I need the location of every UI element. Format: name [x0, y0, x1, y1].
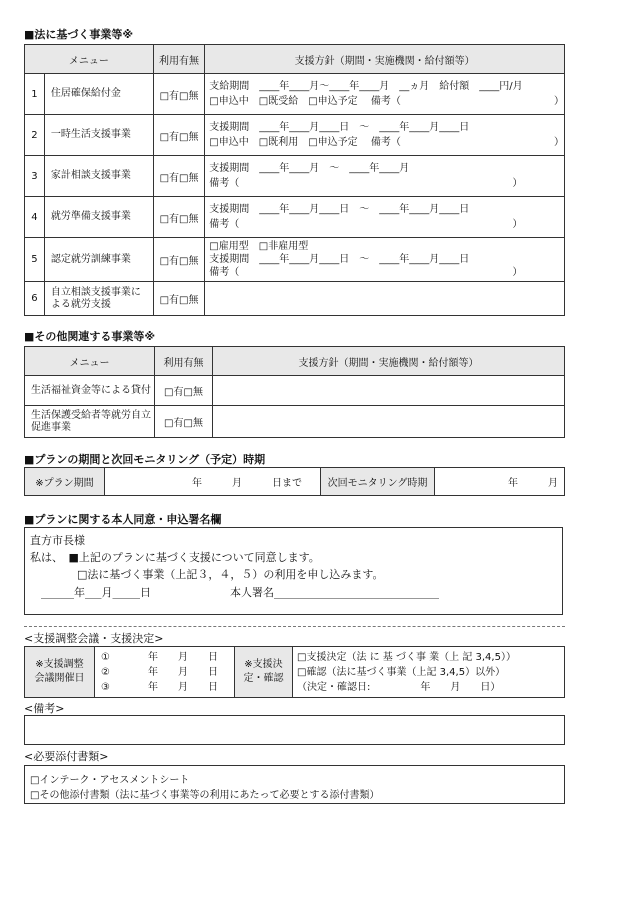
- use-checkbox[interactable]: □有□無: [153, 197, 205, 238]
- menu-name: 一時生活支援事業: [44, 115, 153, 156]
- policy-cell: [205, 115, 565, 156]
- attachments-box: [24, 765, 565, 804]
- consent-box: [24, 527, 563, 615]
- section4-title: ■プランに関する本人同意・申込署名欄: [24, 513, 222, 526]
- policy-cell: [205, 197, 565, 238]
- use-checkbox[interactable]: □有□無: [153, 282, 205, 316]
- table-header-row: [25, 45, 565, 74]
- section2-title: ■その他関連する事業等※: [24, 330, 156, 343]
- use-checkbox[interactable]: □有□無: [153, 156, 205, 197]
- meeting-date: 年 月 日: [147, 681, 218, 693]
- table-row: [25, 74, 565, 115]
- table-row: [25, 197, 565, 238]
- policy-line[interactable]: 支給期間 ____年____月～____年____月 __ヵ月 給付額 ____円/月: [209, 81, 523, 92]
- table-row: [25, 115, 565, 156]
- consent-date[interactable]: ______年___月_____日: [41, 586, 151, 599]
- plan-period-label: ※プラン期間: [25, 468, 105, 496]
- section3-title: ■プランの期間と次回モニタリング（予定）時期: [24, 453, 266, 466]
- row-number: 4: [25, 197, 45, 238]
- policy-line[interactable]: 備考（ ）: [209, 219, 523, 230]
- table-row: [25, 406, 565, 438]
- policy-line[interactable]: 支援期間 ____年____月____日 ～ ____年____月____日: [209, 122, 470, 133]
- section5-title: <支援調整会議・支援決定>: [24, 632, 164, 645]
- policy-cell: [205, 74, 565, 115]
- menu-name: 家計相談支援事業: [44, 156, 153, 197]
- application-line[interactable]: □法に基づく事業（上記３，４，５）の利用を申し込みます。: [77, 568, 384, 581]
- section1-title: ■法に基づく事業等※: [24, 28, 134, 41]
- decision-date[interactable]: （決定・確認日: 年 月 日）: [297, 681, 501, 693]
- policy-line[interactable]: 備考（ ）: [209, 178, 523, 189]
- menu-name: 生活福祉資金等による貸付: [25, 376, 155, 406]
- meeting-date: 年 月 日: [147, 651, 218, 663]
- header-policy: 支援方針（期間・実施機関・給付額等）: [205, 45, 565, 74]
- attachment-item[interactable]: □インテーク・アセスメントシート: [30, 775, 190, 786]
- policy-line[interactable]: 備考（ ）: [209, 267, 523, 278]
- header-use: 利用有無: [153, 45, 205, 74]
- decision-option[interactable]: □確認（法に基づく事業（上記 3,4,5）以外）: [297, 666, 506, 678]
- legal-services-table: [24, 44, 565, 316]
- policy-line[interactable]: 支援期間 ____年____月____日 ～ ____年____月____日: [209, 204, 470, 215]
- plan-period-table: [24, 467, 565, 496]
- policy-line[interactable]: 支援期間 ____年____月____日 ～ ____年____月____日: [209, 254, 470, 265]
- meeting-num: ②: [101, 666, 110, 678]
- attachment-item[interactable]: □その他添付書類（法に基づく事業等の利用にあたって必要とする添付書類）: [30, 790, 380, 801]
- meeting-dates: [95, 647, 235, 698]
- header-menu: メニュー: [25, 45, 154, 74]
- signature-field[interactable]: 本人署名______________________________: [230, 586, 439, 599]
- use-checkbox[interactable]: □有□無: [153, 74, 205, 115]
- use-checkbox[interactable]: □有□無: [155, 406, 213, 438]
- menu-name: 生活保護受給者等就労自立促進事業: [25, 406, 155, 438]
- remarks-box[interactable]: [24, 715, 565, 745]
- header-policy: 支援方針（期間・実施機関・給付額等）: [213, 347, 565, 376]
- meeting-date: 年 月 日: [147, 666, 218, 678]
- divider: [24, 626, 565, 627]
- use-checkbox[interactable]: □有□無: [153, 115, 205, 156]
- policy-line[interactable]: □申込中 □既利用 □申込予定 備考（ ）: [209, 137, 564, 148]
- row-number: 3: [25, 156, 45, 197]
- section7-title: <必要添付書類>: [24, 750, 109, 763]
- related-services-table: [24, 346, 565, 438]
- consent-line[interactable]: 私は、 ■上記のプランに基づく支援について同意します。: [30, 551, 320, 564]
- menu-name: 認定就労訓練事業: [44, 238, 153, 282]
- meeting-date-row[interactable]: [101, 650, 234, 665]
- decision-label: ※支援決定・確認: [235, 647, 293, 698]
- section6-title: <備考>: [24, 702, 65, 715]
- row-number: 5: [25, 238, 45, 282]
- monitoring-value[interactable]: 年 月: [435, 468, 565, 496]
- row-number: 1: [25, 74, 45, 115]
- monitoring-label: 次回モニタリング時期: [321, 468, 435, 496]
- support-meeting-table: [24, 646, 565, 698]
- policy-cell[interactable]: [213, 406, 565, 438]
- plan-period-value[interactable]: 年 月 日まで: [105, 468, 321, 496]
- header-menu: メニュー: [25, 347, 155, 376]
- meeting-num: ③: [101, 681, 110, 693]
- use-checkbox[interactable]: □有□無: [153, 238, 205, 282]
- row-number: 2: [25, 115, 45, 156]
- menu-name: 自立相談支援事業による就労支援: [44, 282, 153, 316]
- policy-cell[interactable]: [205, 282, 565, 316]
- meeting-date-row[interactable]: [101, 680, 234, 695]
- table-row: [25, 238, 565, 282]
- policy-cell: [205, 156, 565, 197]
- table-row: [25, 156, 565, 197]
- policy-line[interactable]: □申込中 □既受給 □申込予定 備考（ ）: [209, 96, 564, 107]
- menu-name: 住居確保給付金: [44, 74, 153, 115]
- policy-line[interactable]: □雇用型 □非雇用型: [209, 241, 309, 252]
- addressee: 直方市長様: [30, 534, 85, 547]
- use-checkbox[interactable]: □有□無: [155, 376, 213, 406]
- meeting-date-label: ※支援調整会議開催日: [25, 647, 95, 698]
- policy-cell: [205, 238, 565, 282]
- decision-cell: [293, 647, 565, 698]
- policy-line[interactable]: 支援期間 ____年____月 ～ ____年____月: [209, 163, 410, 174]
- row-number: 6: [25, 282, 45, 316]
- menu-name: 就労準備支援事業: [44, 197, 153, 238]
- table-row: [25, 376, 565, 406]
- table-row: [25, 282, 565, 316]
- header-use: 利用有無: [155, 347, 213, 376]
- table-header-row: [25, 347, 565, 376]
- policy-cell[interactable]: [213, 376, 565, 406]
- decision-option[interactable]: □支援決定（法 に 基 づく事 業（上 記 3,4,5））: [297, 651, 516, 663]
- meeting-num: ①: [101, 651, 110, 663]
- meeting-date-row[interactable]: [101, 665, 234, 680]
